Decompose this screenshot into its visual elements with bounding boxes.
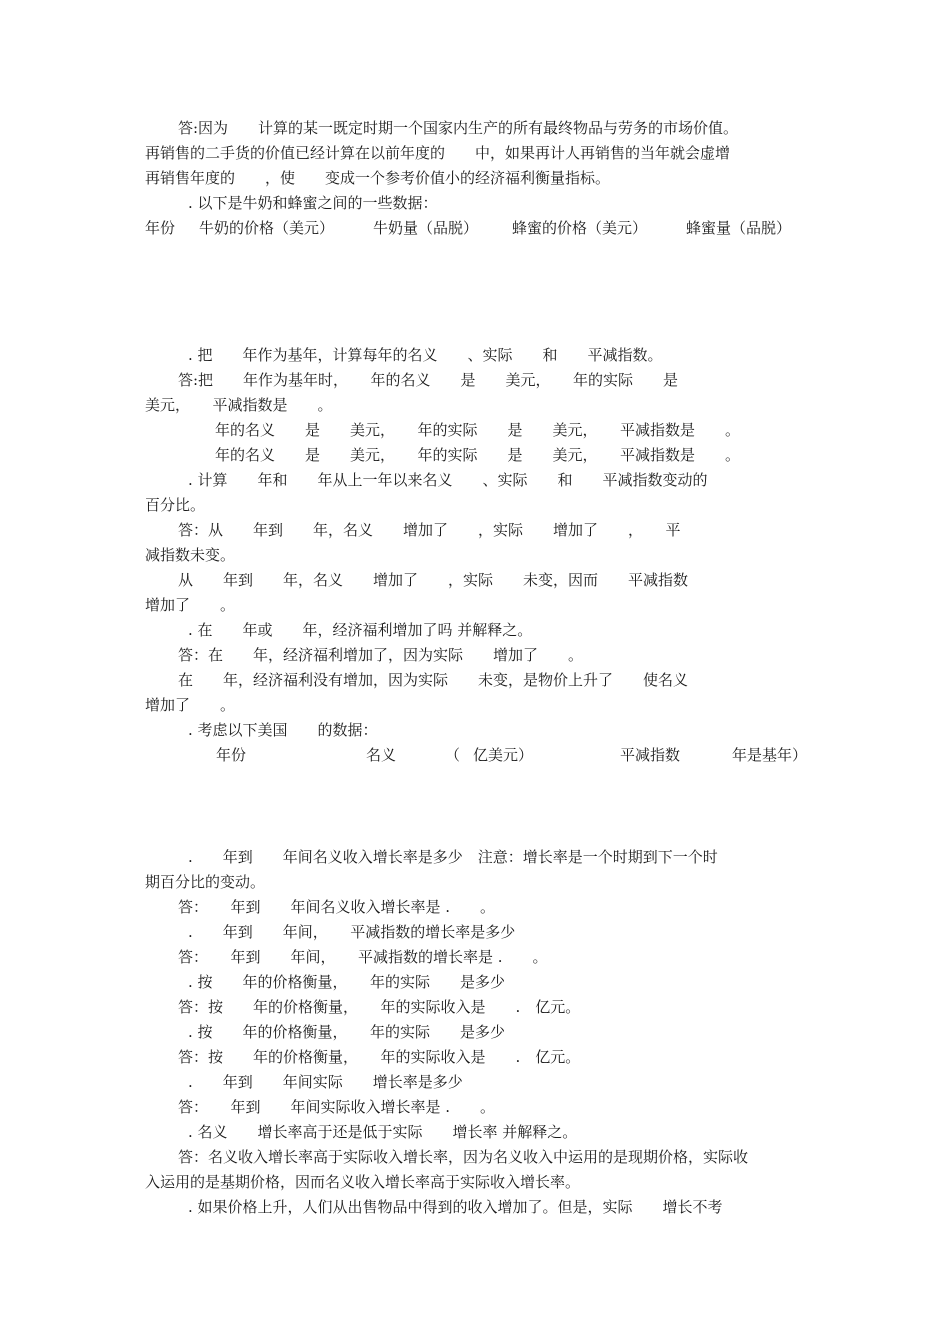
text-line: . 按 年的价格衡量， 年的实际 是多少 <box>188 1023 506 1041</box>
text-line: 再销售年度的 ，使 变成一个参考价值小的经济福利衡量指标。 <box>145 169 611 187</box>
text-line: 入运用的是基期价格，因而名义收入增长率高于实际收入增长率。 <box>145 1173 581 1191</box>
text-line: 答： 年到 年间名义收入增长率是 . 。 <box>178 898 496 916</box>
table-header-cell: 平减指数 <box>620 746 681 764</box>
text-line: 期百分比的变动。 <box>145 873 266 891</box>
table-header-cell: 亿美元） <box>473 746 534 764</box>
text-line: 减指数未变。 <box>145 546 236 564</box>
text-line: 答： 年到 年间实际收入增长率是 . 。 <box>178 1098 496 1116</box>
table-header-cell: （ <box>445 746 461 764</box>
table-header-cell: 年份 <box>145 219 176 237</box>
table-header-cell: 年份 <box>216 746 247 764</box>
text-line: 从 年到 年，名义 增加了 ，实际 未变，因而 平减指数 <box>178 571 689 589</box>
text-line: 增加了 。 <box>145 596 236 614</box>
text-line: . 年到 年间实际 增长率是多少 <box>188 1073 463 1091</box>
text-line: 答：名义收入增长率高于实际收入增长率，因为名义收入中运用的是现期价格，实际收 <box>178 1148 749 1166</box>
text-line: . 按 年的价格衡量， 年的实际 是多少 <box>188 973 506 991</box>
text-line: . 名义 增长率高于还是低于实际 增长率 并解释之。 <box>188 1123 578 1141</box>
text-line: 在 年，经济福利没有增加，因为实际 未变，是物价上升了 使名义 <box>178 671 689 689</box>
text-line: 答：从 年到 年，名义 增加了 ，实际 增加了 ， 平 <box>178 521 681 539</box>
text-line: . 如果价格上升，人们从出售物品中得到的收入增加了。但是，实际 增长不考 <box>188 1198 723 1216</box>
table-header-cell: 名义 <box>366 746 397 764</box>
text-line: 答：在 年，经济福利增加了，因为实际 增加了 。 <box>178 646 584 664</box>
text-line: . 年到 年间， 平减指数的增长率是多少 <box>188 923 516 941</box>
text-line: 答:把 年作为基年时， 年的名义 是 美元， 年的实际 是 <box>178 371 679 389</box>
table-header-cell: 年是基年） <box>732 746 808 764</box>
text-line: 百分比。 <box>145 496 206 514</box>
text-line: 再销售的二手货的价值已经计算在以前年度的 中，如果再计人再销售的当年就会虚增 <box>145 144 731 162</box>
text-line: 增加了 。 <box>145 696 236 714</box>
text-line: 年的名义 是 美元， 年的实际 是 美元， 平减指数是 。 <box>215 421 741 439</box>
text-line: . 年到 年间名义收入增长率是多少 注意：增长率是一个时期到下一个时 <box>188 848 718 866</box>
table-header-cell: 牛奶的价格（美元） <box>199 219 335 237</box>
text-line: 答:因为 计算的某一既定时期一个国家内生产的所有最终物品与劳务的市场价值。 <box>178 119 739 137</box>
text-line: . 以下是牛奶和蜂蜜之间的一些数据： <box>188 194 438 212</box>
text-line: 年的名义 是 美元， 年的实际 是 美元， 平减指数是 。 <box>215 446 741 464</box>
text-line: . 把 年作为基年，计算每年的名义 、实际 和 平减指数。 <box>188 346 663 364</box>
text-line: 答：按 年的价格衡量， 年的实际收入是 . 亿元。 <box>178 1048 581 1066</box>
text-line: . 考虑以下美国 的数据： <box>188 721 378 739</box>
table-header-cell: 蜂蜜量（品脱） <box>686 219 792 237</box>
text-line: 美元， 平减指数是 。 <box>145 396 333 414</box>
text-line: 答： 年到 年间， 平减指数的增长率是 . 。 <box>178 948 548 966</box>
text-line: . 在 年或 年，经济福利增加了吗 并解释之。 <box>188 621 533 639</box>
text-line: . 计算 年和 年从上一年以来名义 、实际 和 平减指数变动的 <box>188 471 708 489</box>
table-header-cell: 牛奶量（品脱） <box>373 219 479 237</box>
table-header-cell: 蜂蜜的价格（美元） <box>512 219 648 237</box>
text-line: 答：按 年的价格衡量， 年的实际收入是 . 亿元。 <box>178 998 581 1016</box>
